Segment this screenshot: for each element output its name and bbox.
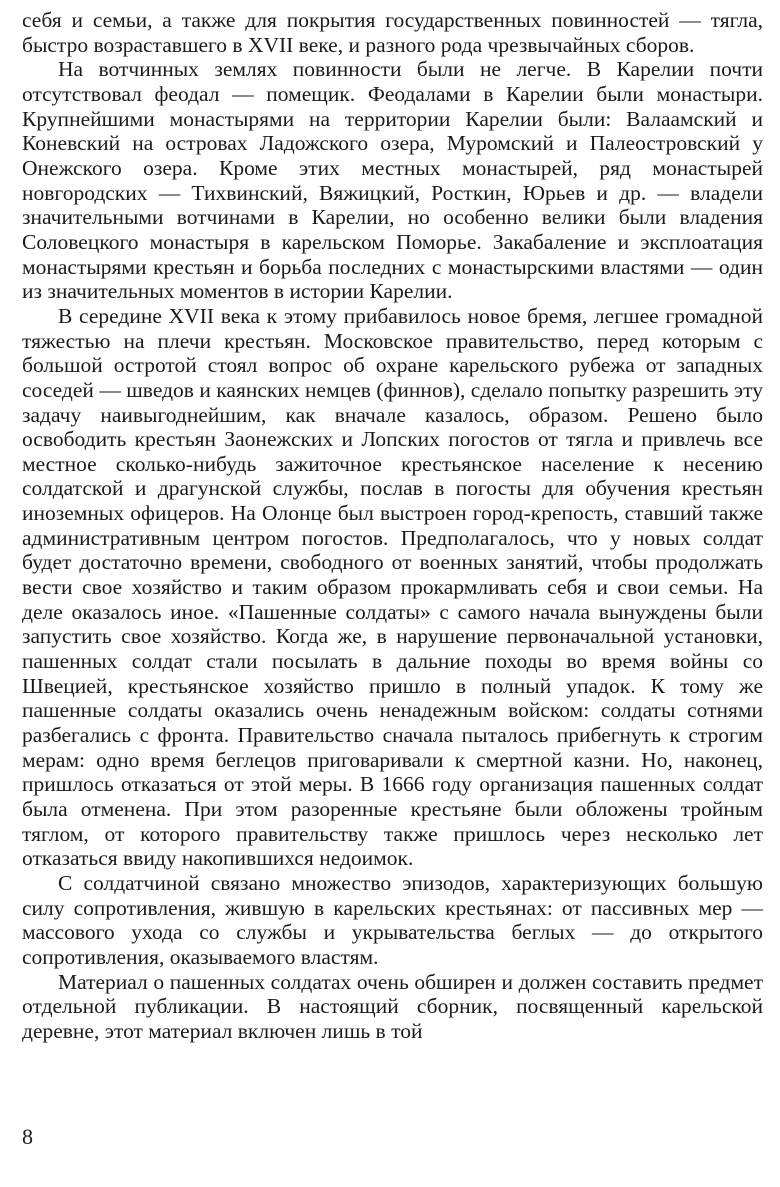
paragraph-2: На вотчинных землях повинности были не легче. В Карелии почти отсутствовал феодал — помещик. Феодалами в Карелии были монастыри. Крупнейшими монастырями на территории Карелии были: Валаамский и Коневский на островах Ладожского озера, Муромский и Палеостровский у Онежского озера. Кроме этих местных монастырей, ряд монастырей новгородских — Тихвинский, Вяжицкий, Росткин, Юрьев и др. — владели значительными вотчинами в Карелии, но особенно велики были владения Соловецкого монастыря в карельском Поморье. Закабаление и эксплоатация монастырями крестьян и борьба последних с монастырскими властями — один из значительных моментов в истории Карелии. [22, 57, 763, 304]
page-number: 8 [22, 1124, 33, 1149]
page-text [22, 8, 763, 1148]
paragraph-3: В середине XVII века к этому прибавилось новое бремя, легшее громадной тяжестью на плечи крестьян. Московское правительство, перед которым с большой остротой стоял вопрос об охране карельского рубежа от западных соседей — шведов и каянских немцев (финнов), сделало попытку разрешить эту задачу наивыгоднейшим, как вначале казалось, образом. Решено было освободить крестьян Заонежских и Лопских погостов от тягла и привлечь все местное сколько-нибудь зажиточное крестьянское население к несению солдатской и драгунской службы, послав в погосты для обучения крестьян иноземных офицеров. На Олонце был выстроен город-крепость, ставший также административным центром погостов. Предполагалось, что у новых солдат будет достаточно времени, свободного от военных занятий, чтобы продолжать вести свое хозяйство и таким образом прокармливать себя и свои семьи. На деле оказалось иное. «Пашенные солдаты» с самого начала вынуждены были запустить свое хозяйство. Когда же, в нарушение первоначальной установки, пашенных солдат стали посылать в дальние походы во время войны со Швецией, крестьянское хозяйство пришло в полный упадок. К тому же пашенные солдаты оказались очень ненадежным войском: солдаты сотнями разбегались с фронта. Правительство сначала пыталось прибегнуть к строгим мерам: одно время беглецов приговаривали к смертной казни. Но, наконец, пришлось отказаться от этой меры. В 1666 году организация пашенных солдат была отменена. При этом разоренные крестьяне были обложены тройным тяглом, от которого правительству также пришлось через несколько лет отказаться ввиду накопившихся недоимок. [22, 303, 763, 871]
paragraph-4: С солдатчиной связано множество эпизодов, характеризующих большую силу сопротивления, жившую в карельских крестьянах: от пассивных мер — массового ухода со службы и укрывательства беглых — до открытого сопротивления, оказываемого властям. [22, 870, 763, 969]
paragraph-1: себя и семьи, а также для покрытия государственных повинностей — тягла, быстро возраставшего в XVII веке, и разного рода чрезвычайных сборов. [22, 8, 763, 57]
paragraph-5: Материал о пашенных солдатах очень обширен и должен составить предмет отдельной публикации. В настоящий сборник, посвященный карельской деревне, этот материал включен лишь в той [22, 969, 763, 1043]
